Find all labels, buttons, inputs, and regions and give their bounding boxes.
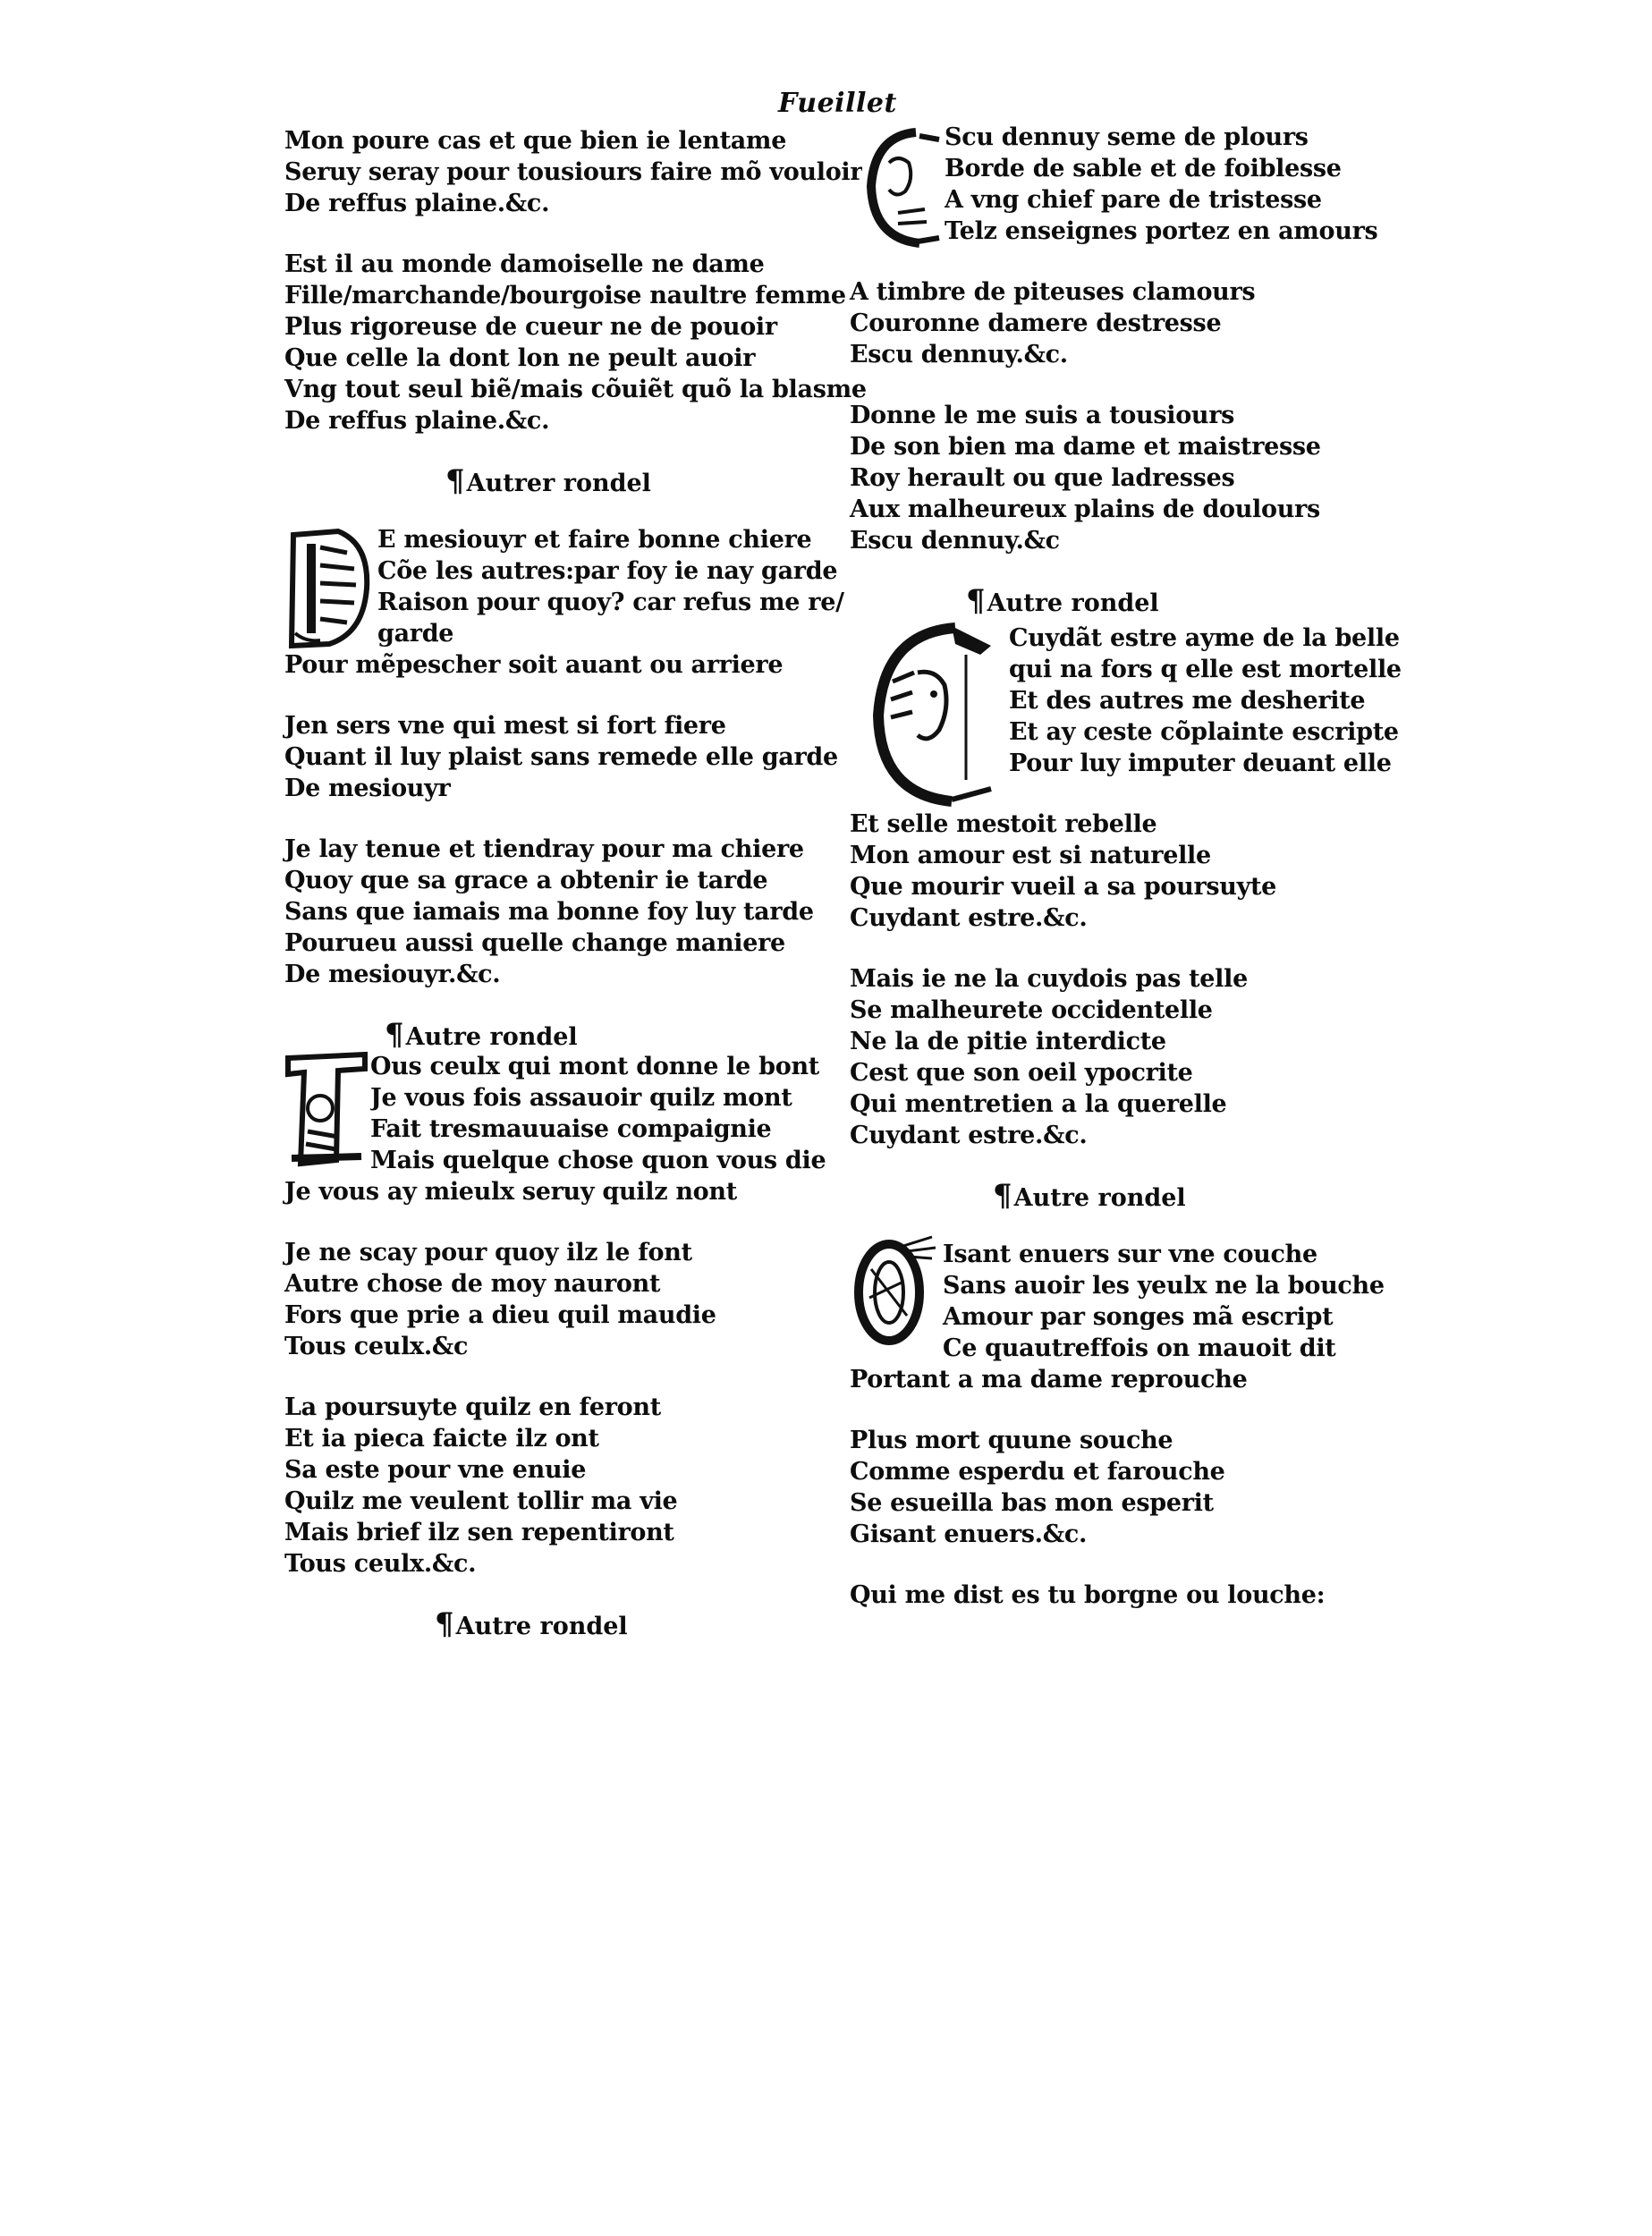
pilcrow-icon: ¶ — [385, 1017, 404, 1053]
right-column — [850, 122, 1422, 1611]
rondel-with-initial — [284, 1051, 857, 1207]
verse-line: Vng tout seul biẽ/mais cõuiẽt quõ la blasme — [284, 376, 867, 403]
verse-line: Et des autres me desherite — [1009, 687, 1366, 715]
verse-line: Que mourir vueil a sa poursuyte — [850, 873, 1277, 901]
woodcut-initial-g-icon — [850, 1233, 939, 1350]
verse-line: Quant il luy plaist sans remede elle garde — [284, 743, 838, 771]
verse-line: qui na fors q elle est mortelle — [1009, 656, 1402, 683]
verse-line: Tous ceulx.&c — [284, 1333, 469, 1360]
stanza — [284, 834, 857, 990]
stanza — [850, 809, 1422, 934]
verse-line: Raison pour quoy? car refus me re/ — [377, 589, 844, 616]
verse-line: Plus mort quune souche — [850, 1427, 1173, 1454]
pilcrow-icon: ¶ — [993, 1178, 1012, 1214]
verse-line: Roy herault ou que ladresses — [850, 464, 1235, 492]
rondel-with-initial — [284, 524, 857, 681]
verse-line: Borde de sable et de foiblesse — [945, 155, 1342, 182]
verse-line: garde — [377, 620, 454, 648]
verse-line: Se malheurete occidentelle — [850, 996, 1213, 1024]
verse-line: Comme esperdu et farouche — [850, 1458, 1225, 1486]
stanza — [284, 1392, 857, 1580]
verse-line: Mais brief ilz sen repentiront — [284, 1519, 674, 1546]
verse-line: Sans auoir les yeulx ne la bouche — [943, 1272, 1385, 1300]
pilcrow-icon: ¶ — [435, 1606, 454, 1642]
verse-line: De reffus plaine.&c. — [284, 190, 550, 217]
verse-line: Tous ceulx.&c. — [284, 1550, 477, 1578]
verse-line: A timbre de piteuses clamours — [850, 278, 1256, 306]
verse-line: Telz enseignes portez en amours — [945, 217, 1378, 245]
rondel-with-initial — [850, 122, 1422, 247]
stanza — [850, 400, 1422, 556]
woodcut-initial-c-icon — [866, 619, 1000, 809]
catchline: Qui me dist es tu borgne ou louche: — [850, 1581, 1326, 1609]
verse-line: Quoy que sa grace a obtenir ie tarde — [284, 867, 768, 894]
verse-line: Portant a ma dame reprouche — [850, 1366, 1248, 1393]
verse-line: Ne la de pitie interdicte — [850, 1028, 1166, 1055]
rondel-with-initial — [850, 1239, 1422, 1395]
verse-line: Mais ie ne la cuydois pas telle — [850, 965, 1248, 993]
verse-line: Et selle mestoit rebelle — [850, 810, 1157, 838]
section-heading: ¶Autrer rondel — [445, 463, 651, 499]
verse-line: Mon amour est si naturelle — [850, 842, 1211, 869]
verse-line: Qui mentretien a la querelle — [850, 1090, 1227, 1118]
section-heading: ¶Autre rondel — [435, 1606, 628, 1642]
verse-line: Pour mẽpescher soit auant ou arriere — [284, 651, 784, 679]
verse-line: Plus rigoreuse de cueur ne de pouoir — [284, 313, 777, 341]
verse-line: Je lay tenue et tiendray pour ma chiere — [284, 835, 804, 863]
verse-line: Jen sers vne qui mest si fort fiere — [284, 712, 726, 740]
section-heading: ¶Autre rondel — [385, 1017, 578, 1053]
verse-line: Scu dennuy seme de plours — [945, 123, 1309, 151]
verse-line: Cuydant estre.&c. — [850, 904, 1088, 932]
verse-line: Sans que iamais ma bonne foy luy tarde — [284, 898, 814, 926]
verse-line: Aux malheureux plains de doulours — [850, 495, 1320, 523]
verse-line: Je vous ay mieulx seruy quilz nont — [284, 1178, 737, 1206]
verse-line: Ce quautreffois on mauoit dit — [943, 1334, 1336, 1362]
woodcut-initial-t-icon — [284, 1051, 370, 1167]
verse-line: De mesiouyr — [284, 775, 451, 802]
verse-line: Je vous fois assauoir quilz mont — [370, 1084, 792, 1112]
verse-line: Fait tresmauuaise compaignie — [370, 1115, 772, 1143]
verse-line: Mon poure cas et que bien ie lentame — [284, 127, 787, 155]
verse-line: Cõe les autres:par foy ie nay garde — [377, 557, 838, 585]
verse-line: De reffus plaine.&c. — [284, 407, 550, 435]
verse-line: De mesiouyr.&c. — [284, 961, 501, 988]
verse-line: Pourueu aussi quelle change maniere — [284, 929, 785, 957]
stanza — [850, 1425, 1422, 1550]
verse-line: Se esueilla bas mon esperit — [850, 1489, 1214, 1517]
pilcrow-icon: ¶ — [966, 583, 986, 619]
verse-line: Isant enuers sur vne couche — [943, 1241, 1317, 1268]
stanza — [850, 963, 1422, 1151]
verse-line: Que celle la dont lon ne peult auoir — [284, 344, 756, 372]
verse-line: Amour par songes mã escript — [943, 1303, 1334, 1331]
verse-line: Seruy seray pour tousiours faire mõ vouloir — [284, 158, 863, 186]
verse-line: Escu dennuy.&c — [850, 527, 1060, 555]
woodcut-initial-d-icon — [284, 526, 374, 651]
verse-line: De son bien ma dame et maistresse — [850, 433, 1321, 461]
running-head: Fueillet — [778, 88, 897, 119]
stanza — [284, 249, 867, 436]
verse-line: Et ay ceste cõplainte escripte — [1009, 718, 1399, 746]
stanza — [850, 276, 1422, 370]
stanza — [284, 710, 857, 804]
verse-line: Quilz me veulent tollir ma vie — [284, 1487, 678, 1515]
stanza — [284, 1237, 857, 1362]
verse-line: Est il au monde damoiselle ne dame — [284, 250, 765, 278]
verse-line: Cuydant estre.&c. — [850, 1122, 1088, 1149]
verse-line: Fors que prie a dieu quil maudie — [284, 1301, 716, 1329]
verse-line: Pour luy imputer deuant elle — [1009, 750, 1392, 777]
verse-line: E mesiouyr et faire bonne chiere — [377, 526, 812, 554]
verse-line: Ous ceulx qui mont donne le bont — [370, 1053, 819, 1080]
verse-line: Autre chose de moy nauront — [284, 1270, 661, 1298]
verse-line: A vng chief pare de tristesse — [945, 186, 1322, 214]
rondel-with-initial — [850, 623, 1422, 779]
verse-line: Cuydãt estre ayme de la belle — [1009, 624, 1400, 652]
verse-line: Sa este pour vne enuie — [284, 1456, 587, 1484]
pilcrow-icon: ¶ — [445, 463, 465, 499]
verse-line: Couronne damere destresse — [850, 309, 1222, 337]
stanza — [284, 125, 863, 219]
left-column — [284, 125, 867, 1667]
woodcut-initial-e-icon — [862, 127, 945, 249]
verse-line: Cest que son oeil ypocrite — [850, 1059, 1193, 1087]
verse-line: Mais quelque chose quon vous die — [370, 1147, 826, 1174]
verse-line: Gisant enuers.&c. — [850, 1520, 1088, 1548]
verse-line: Escu dennuy.&c. — [850, 341, 1068, 368]
verse-line: La poursuyte quilz en feront — [284, 1393, 661, 1421]
section-heading: ¶Autre rondel — [966, 583, 1159, 619]
verse-line: Donne le me suis a tousiours — [850, 402, 1235, 429]
verse-line: Je ne scay pour quoy ilz le font — [284, 1239, 692, 1266]
verse-line: Fille/marchande/bourgoise naultre femme — [284, 282, 846, 309]
verse-line: Et ia pieca faicte ilz ont — [284, 1425, 599, 1453]
section-heading: ¶Autre rondel — [993, 1178, 1186, 1214]
